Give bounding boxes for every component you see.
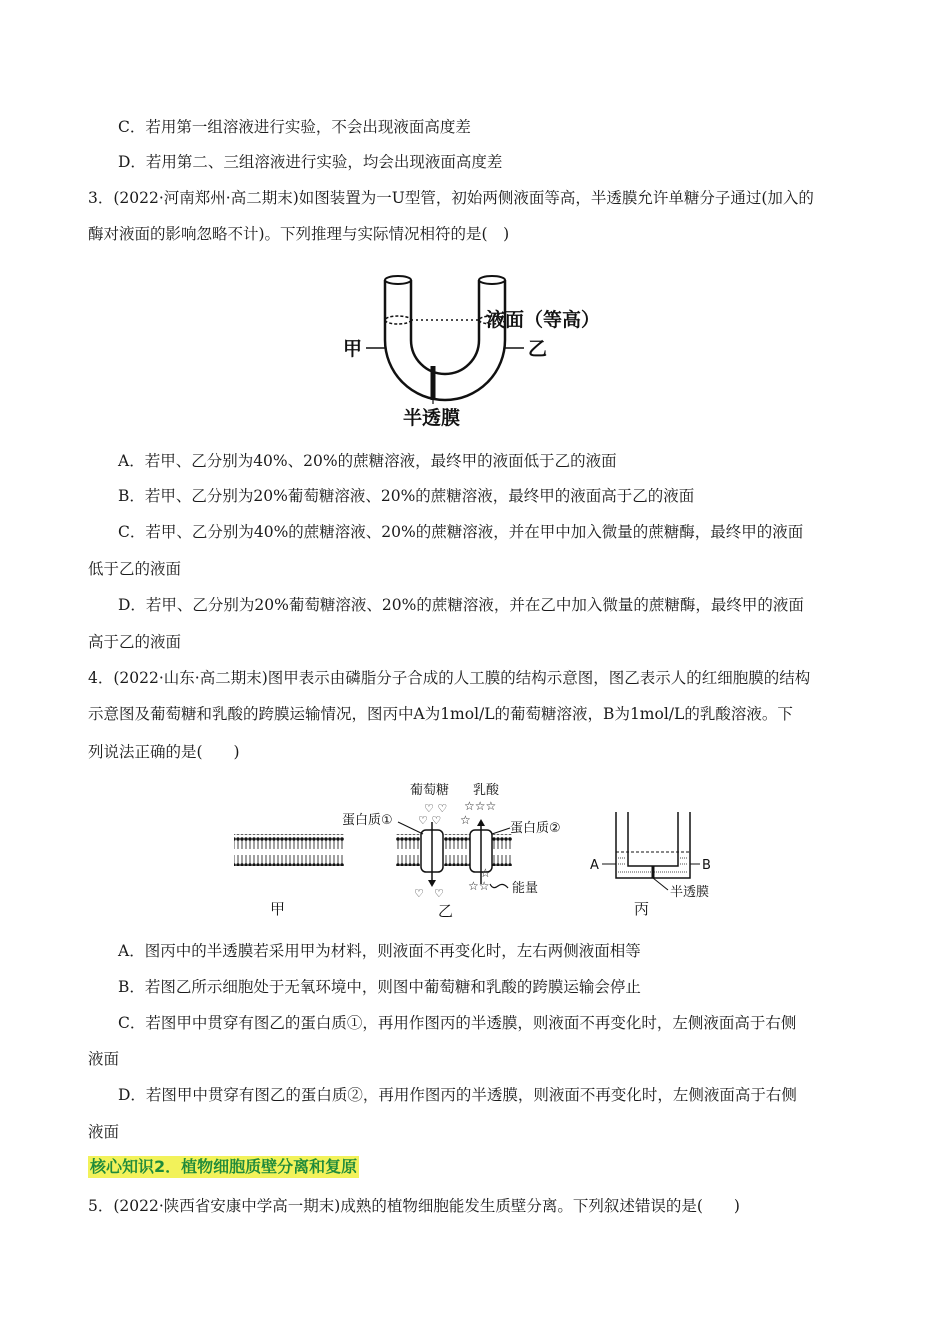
fig-label-glucose: 葡萄糖 xyxy=(410,783,450,798)
q4-option-d-line2: 液面 xyxy=(88,1123,120,1141)
lactate-star-icon: ☆☆☆ xyxy=(464,799,497,813)
q3-option-d-line2: 高于乙的液面 xyxy=(88,633,182,651)
u-tube-label-left: 甲 xyxy=(343,338,363,360)
fig-label-yi: 乙 xyxy=(438,902,454,920)
fig-label-lactate: 乳酸 xyxy=(473,783,500,798)
glucose-heart-icon: ♡ xyxy=(414,887,424,900)
glucose-heart-icon: ♡ ♡ xyxy=(418,814,442,827)
fig-label-protein2: 蛋白质② xyxy=(510,821,561,836)
q3-stem-line1: 3．(2022·河南郑州·高二期末)如图装置为一U型管，初始两侧液面等高，半透膜允许单糖分子通过(加入的 xyxy=(88,189,814,207)
lactate-star-icon: ☆ xyxy=(480,866,491,880)
section-heading: 核心知识2．植物细胞质壁分离和复原 xyxy=(90,1157,358,1176)
q3-option-d-line1: D．若甲、乙分别为20%葡萄糖溶液、20%的蔗糖溶液，并在乙中加入微量的蔗糖酶，最终甲的液面 xyxy=(118,596,804,614)
q4-option-b: B．若图乙所示细胞处于无氧环境中，则图中葡萄糖和乳酸的跨膜运输会停止 xyxy=(118,978,641,996)
q4-stem-line3: 列说法正确的是( ) xyxy=(88,743,240,761)
membrane-figure xyxy=(228,772,728,922)
bilayer-yi-left xyxy=(396,834,420,866)
q3-option-b: B．若甲、乙分别为20%葡萄糖溶液、20%的蔗糖溶液，最终甲的液面高于乙的液面 xyxy=(118,487,695,505)
q5-stem: 5．(2022·陕西省安康中学高一期末)成熟的植物细胞能发生质壁分离。下列叙述错误的是( ) xyxy=(88,1197,740,1215)
q4-option-c-line1: C．若图甲中贯穿有图乙的蛋白质①，再用作图丙的半透膜，则液面不再变化时，左侧液面高于右侧 xyxy=(118,1014,797,1032)
fig-label-protein1: 蛋白质① xyxy=(342,813,393,828)
fig-label-membrane: 半透膜 xyxy=(670,885,710,900)
q2-option-c: C．若用第一组溶液进行实验，不会出现液面高度差 xyxy=(118,118,471,136)
u-tube-label-membrane: 半透膜 xyxy=(403,407,461,429)
q4-stem-line1: 4．(2022·山东·高二期末)图甲表示由磷脂分子合成的人工膜的结构示意图，图乙表示人的红细胞膜的结构 xyxy=(88,669,811,687)
q3-option-c-line2: 低于乙的液面 xyxy=(88,560,182,578)
q3-option-c-line1: C．若甲、乙分别为40%的蔗糖溶液、20%的蔗糖溶液，并在甲中加入微量的蔗糖酶，最终甲的液面 xyxy=(118,523,804,541)
fig-label-A: A xyxy=(590,858,599,873)
q4-option-d-line1: D．若图甲中贯穿有图乙的蛋白质②，再用作图丙的半透膜，则液面不再变化时，左侧液面高于右侧 xyxy=(118,1086,797,1104)
fig-label-B: B xyxy=(702,858,711,873)
fig-label-energy: 能量 xyxy=(512,881,539,896)
q4-stem-line2: 示意图及葡萄糖和乳酸的跨膜运输情况，图丙中A为1mol/L的葡萄糖溶液，B为1mol/L的乳酸溶液。下 xyxy=(88,705,793,723)
glucose-heart-icon: ♡ ♡ xyxy=(424,802,448,815)
bilayer-yi-right xyxy=(490,834,512,866)
fig-label-bing: 丙 xyxy=(634,900,650,918)
q3-stem-line2: 酶对液面的影响忽略不计)。下列推理与实际情况相符的是( ) xyxy=(88,225,510,243)
fig-label-jia: 甲 xyxy=(270,900,286,918)
bilayer-jia xyxy=(234,834,344,866)
lactate-star-icon: ☆☆ xyxy=(468,879,490,893)
q4-option-a: A．图丙中的半透膜若采用甲为材料，则液面不再变化时，左右两侧液面相等 xyxy=(118,942,641,960)
q3-option-a: A．若甲、乙分别为40%、20%的蔗糖溶液，最终甲的液面低于乙的液面 xyxy=(118,452,617,470)
lactate-star-icon: ☆ xyxy=(460,813,471,827)
u-tube-label-level: 液面（等高） xyxy=(486,309,601,331)
u-tube-figure xyxy=(340,268,630,436)
glucose-heart-icon: ♡ xyxy=(434,887,444,900)
q2-option-d: D．若用第二、三组溶液进行实验，均会出现液面高度差 xyxy=(118,153,503,171)
q4-option-c-line2: 液面 xyxy=(88,1050,120,1068)
u-tube-label-right: 乙 xyxy=(528,338,548,360)
